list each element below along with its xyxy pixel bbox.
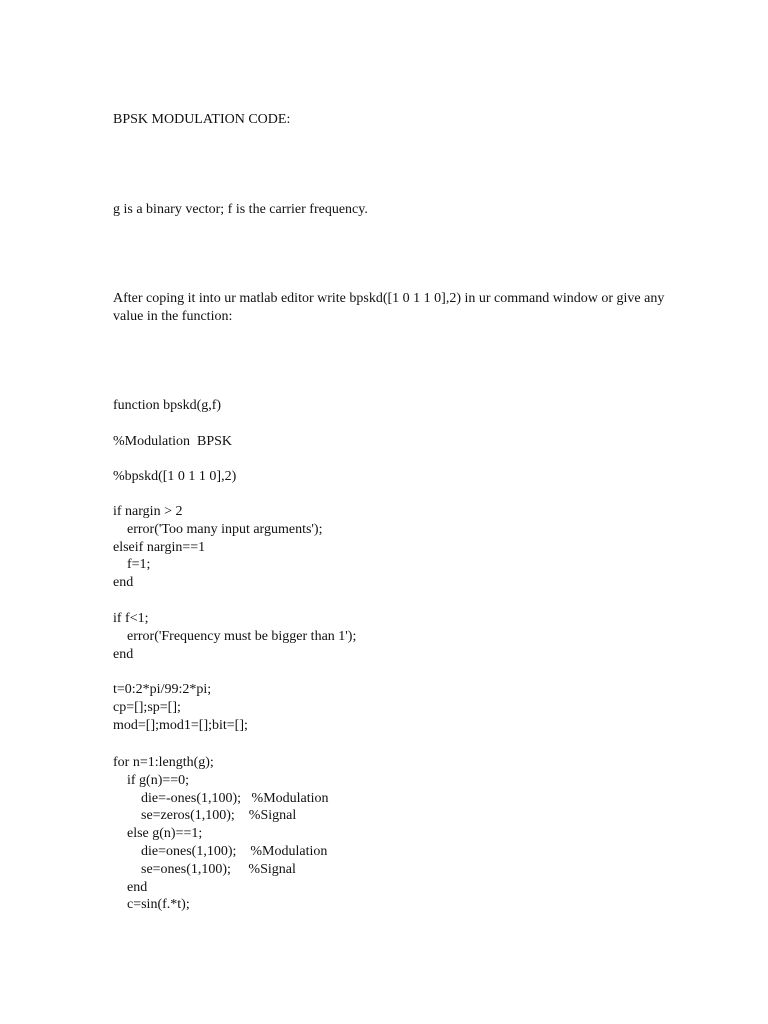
code-comment-example: %bpskd([1 0 1 1 0],2)	[113, 469, 237, 484]
code-nargin-block: if nargin > 2 error('Too many input arguments'); elseif nargin==1 f=1; end	[113, 504, 323, 591]
document-description: g is a binary vector; f is the carrier frequency.	[113, 202, 368, 217]
code-initialization-block: t=0:2*pi/99:2*pi; cp=[];sp=[]; mod=[];mod1=[];bit=[];	[113, 682, 248, 733]
code-comment-modulation: %Modulation BPSK	[113, 434, 233, 449]
document-instructions: After coping it into ur matlab editor write bpskd([1 0 1 1 0],2) in ur command window or give any value in the function:	[113, 291, 665, 324]
code-for-loop-block: for n=1:length(g); if g(n)==0; die=-ones(1,100); %Modulation se=zeros(1,100); %Signal else g(n)==1; die=ones(1,100); %Modulation se=ones(1,100); %Signal end c=sin(f.*t);	[113, 755, 329, 913]
document-heading: BPSK MODULATION CODE:	[113, 112, 291, 127]
code-function-line: function bpskd(g,f)	[113, 398, 222, 413]
code-frequency-check-block: if f<1; error('Frequency must be bigger than 1'); end	[113, 611, 357, 662]
